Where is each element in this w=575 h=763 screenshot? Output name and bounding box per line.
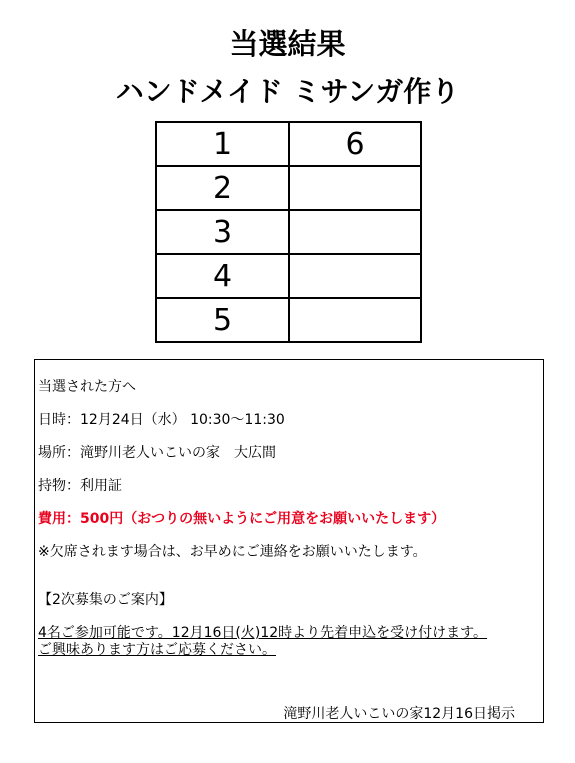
second-recruit-line1: 4名ご参加可能です。12月16日(火)12時より先着申込を受け付けます。 <box>38 625 488 641</box>
info-box <box>34 359 544 723</box>
posting-note: 滝野川老人いこいの家12月16日掲示 <box>283 706 515 722</box>
absence-note: ※欠席されます場合は、お早めにご連絡をお願いいたします。 <box>38 544 427 560</box>
row-number: 1 <box>156 122 289 166</box>
winning-number <box>289 210 421 254</box>
winning-number: 6 <box>289 122 421 166</box>
table-row <box>156 254 421 298</box>
event-name: ハンドメイド ミサンガ作り <box>115 75 460 108</box>
winning-number <box>289 254 421 298</box>
fee-text: 費用：500円（おつりの無いようにご用意をお願いいたします） <box>38 511 446 527</box>
second-recruit-line2: ご興味あります方はご応募ください。 <box>38 642 276 658</box>
row-number: 3 <box>156 210 289 254</box>
table-row <box>156 122 421 166</box>
results-table <box>155 121 422 343</box>
row-number: 4 <box>156 254 289 298</box>
table-row <box>156 166 421 210</box>
datetime-text: 日時：12月24日（水） 10:30～11:30 <box>38 412 285 428</box>
greeting-text: 当選された方へ <box>38 379 136 395</box>
row-number: 5 <box>156 298 289 342</box>
winning-number <box>289 166 421 210</box>
second-recruit-heading: 【2次募集のご案内】 <box>38 592 173 608</box>
table-row <box>156 298 421 342</box>
place-text: 場所：滝野川老人いこいの家 大広間 <box>38 445 276 461</box>
items-text: 持物：利用証 <box>38 478 122 494</box>
page-title: 当選結果 <box>229 27 346 61</box>
row-number: 2 <box>156 166 289 210</box>
table-row <box>156 210 421 254</box>
winning-number <box>289 298 421 342</box>
